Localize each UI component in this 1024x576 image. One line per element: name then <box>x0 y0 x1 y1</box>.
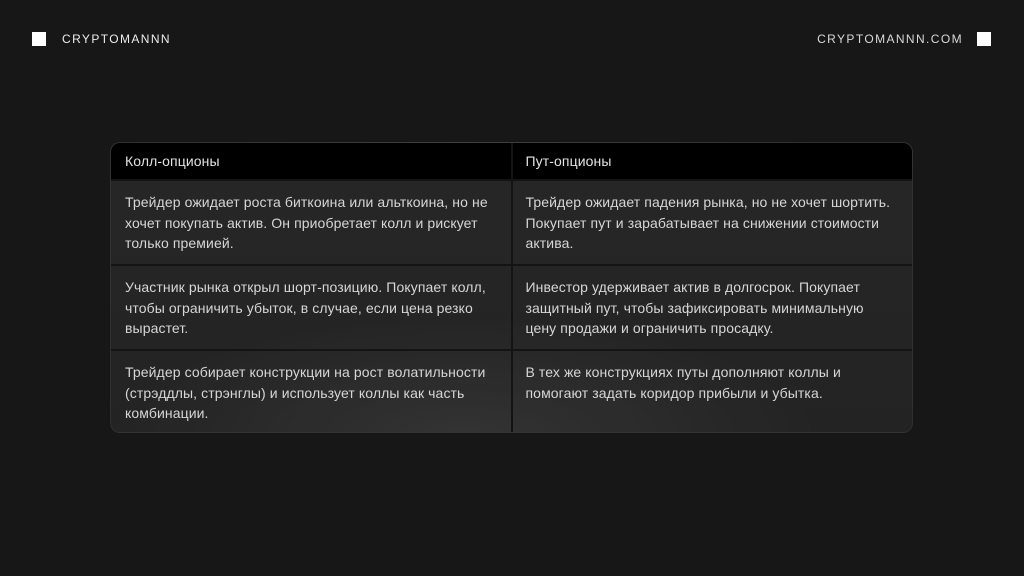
column-header-call-options: Колл-опционы <box>125 153 220 169</box>
column-header-put-options: Пут-опционы <box>525 153 612 169</box>
cell-call-scenario-2: Участник рынка открыл шорт-позицию. Покупает колл, чтобы ограничить убыток, в случае, если цена резко вырастет. <box>125 279 486 337</box>
cell-call-scenario-3: Трейдер собирает конструкции на рост волатильности (стрэддлы, стрэнглы) и использует коллы как часть комбинации. <box>125 364 486 422</box>
site-square-icon <box>977 32 991 46</box>
brand-name: CRYPTOMANNN <box>62 32 171 46</box>
brand-square-icon <box>32 32 46 46</box>
site-url-text: CRYPTOMANNN.COM <box>817 32 963 46</box>
row-divider <box>111 264 912 266</box>
cell-put-scenario-3: В тех же конструкциях путы дополняют коллы и помогают задать коридор прибыли и убытка. <box>525 364 841 401</box>
cell-put-scenario-1: Трейдер ожидает падения рынка, но не хочет шортить. Покупает пут и зарабатывает на снижении стоимости актива. <box>525 194 891 252</box>
row-divider <box>111 179 912 181</box>
cell-put-scenario-2: Инвестор удерживает актив в долгосрок. Покупает защитный пут, чтобы зафиксировать минимальную цену продажи и ограничить просадку. <box>525 279 864 337</box>
cell-call-scenario-1: Трейдер ожидает роста биткоина или альткоина, но не хочет покупать актив. Он приобретает колл и рискует только премией. <box>125 194 488 252</box>
options-comparison-table <box>110 142 913 433</box>
column-divider <box>511 143 513 432</box>
row-divider <box>111 349 912 351</box>
